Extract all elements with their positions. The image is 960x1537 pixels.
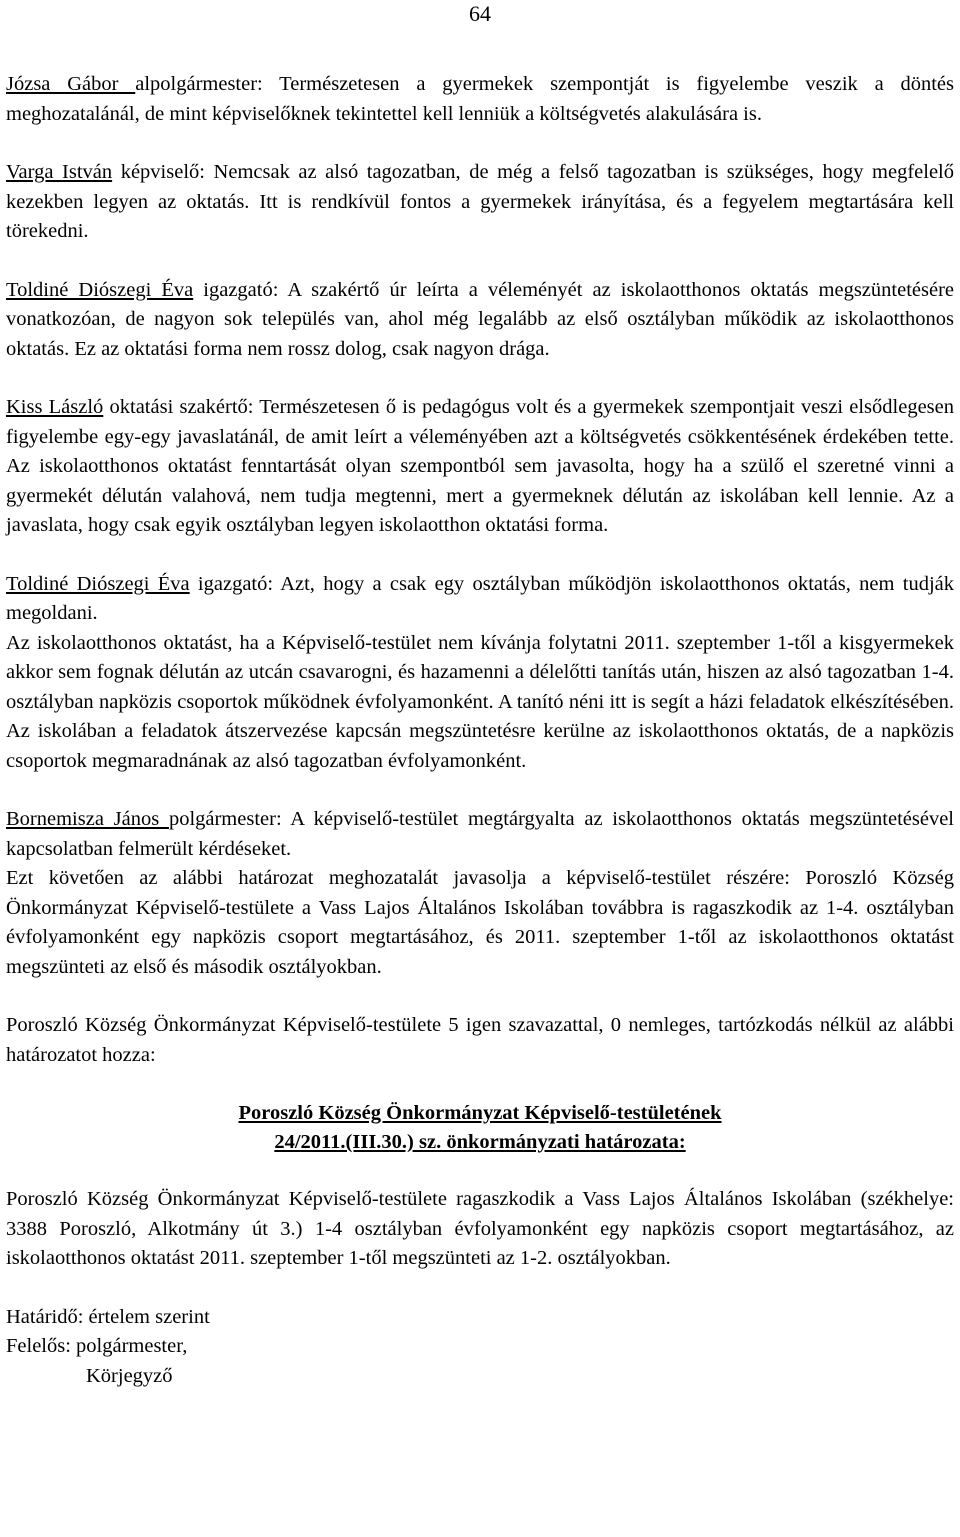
resolution-body: Poroszló Község Önkormányzat Képviselő-testülete ragaszkodik a Vass Lajos Általános Iskolában (székhelye: 3388 Poroszló, Alkotmány út 3.) 1-4 osztályban évfolyamonként egy napközis csoport megtartásához, az iskolaotthonos oktatást 2011. szeptember 1-től megszünteti az 1-2. osztályokban. [6,1188,954,1269]
speaker-name: Kiss László [6,396,104,418]
paragraph-varga [6,158,954,247]
resolution-title [6,1099,954,1157]
responsible-line-2: Körjegyző [86,1364,173,1387]
speaker-name: Varga István [6,161,113,183]
resolution-title-line1: Poroszló Község Önkormányzat Képviselő-testületének [238,1102,722,1124]
paragraph-text: képviselő: Nemcsak az alsó tagozatban, de még a felső tagozatban is szükséges, hogy megfelelő kezekben legyen az oktatás. Itt is rendkívül fontos a gyermekek irányítása, és a fegyelem megtartására kell törekedni. [6,161,954,242]
resolution-title-line2: 24/2011.(III.30.) sz. önkormányzati határozata: [274,1131,686,1153]
paragraph-text: igazgató: A szakértő úr leírta a véleményét az iskolaotthonos oktatás megszüntetésére vonatkozóan, de nagyon sok település van, ahol még legalább az első osztályban működik az iskolaotthonos oktatás. Ez az oktatási forma nem rossz dolog, csak nagyon drága. [6,278,955,360]
vote-text: Poroszló Község Önkormányzat Képviselő-testülete 5 igen szavazattal, 0 nemleges, tartózkodás nélkül az alábbi határozatot hozza: [6,1014,954,1066]
paragraph-kiss [6,393,954,541]
paragraph-toldine-2 [6,570,954,629]
paragraph-jozsa [6,70,954,129]
deadline-line: Határidő: értelem szerint [6,1305,210,1328]
paragraph-toldine-1 [6,276,954,365]
paragraph-text: igazgató: Azt, hogy a csak egy osztályban működjön iskolaotthonos oktatás, nem tudják megoldani. [6,572,954,624]
paragraph-text: alpolgármester: Természetesen a gyermekek szempontját is figyelembe veszik a döntés meghozatalánál, de mint képviselőknek tekintettel kell lenniük a költségvetés alakulására is. [6,73,954,125]
paragraph-bornemisza [6,805,954,864]
paragraph-text: polgármester: A képviselő-testület megtárgyalta az iskolaotthonos oktatás megszüntetésével kapcsolatban felmerült kérdéseket. [6,808,954,860]
paragraph-toldine-2-continuation: Az iskolaotthonos oktatást, ha a Képviselő-testület nem kívánja folytatni 2011. szeptember 1-től a kisgyermekek akkor sem fognak délután az utcán csavarogni, és hazamenni a délelőtti tanítás után, hiszen az alsó tagozatban 1-4. osztályban napközis csoportok működnek évfolyamonként. A tanító néni itt is segít a házi feladatok elkészítésében. Az iskolában a feladatok átszervezése kapcsán megszüntetésre kerülne az iskolaotthonos oktatás, de a napközis csoportok megmaradnának az alsó tagozatban évfolyamonként. [6,631,954,772]
document-body [6,70,954,1391]
speaker-name: Toldiné Diószegi Éva [6,278,194,301]
speaker-name: Bornemisza János [6,808,169,830]
responsible-line: Felelős: polgármester, [6,1335,188,1357]
page-number: 64 [469,1,491,26]
speaker-name: Toldiné Diószegi Éva [6,572,190,595]
paragraph-text: oktatási szakértő: Természetesen ő is pedagógus volt és a gyermekek szempontjait veszi elsődlegesen figyelembe egy-egy javaslatánál, de amit leírt a véleményében azt a költségvetés csökkentésének érdekében tette. Az iskolaotthonos oktatást fenntartását olyan szempontból sem javasolta, hogy ha a szülő el szeretné vinni a gyermekét délután valahová, nem tudja megtenni, mert a gyermeknek délután az iskolában kell lennie. Az a javaslata, hogy csak egyik osztályban legyen iskolaotthon oktatási forma. [6,396,955,536]
resolution-footer [6,1303,954,1392]
speaker-name: Józsa Gábor [6,73,136,95]
paragraph-bornemisza-continuation: Ezt követően az alábbi határozat meghozatalát javasolja a képviselő-testület részére: Poroszló Község Önkormányzat Képviselő-testülete a Vass Lajos Általános Iskolában továbbra is ragaszkodik az 1-4. osztályban évfolyamonként egy napközis csoport megtartásához, és 2011. szeptember 1-től az iskolaotthonos oktatást megszünteti az első és második osztályokban. [6,867,954,978]
